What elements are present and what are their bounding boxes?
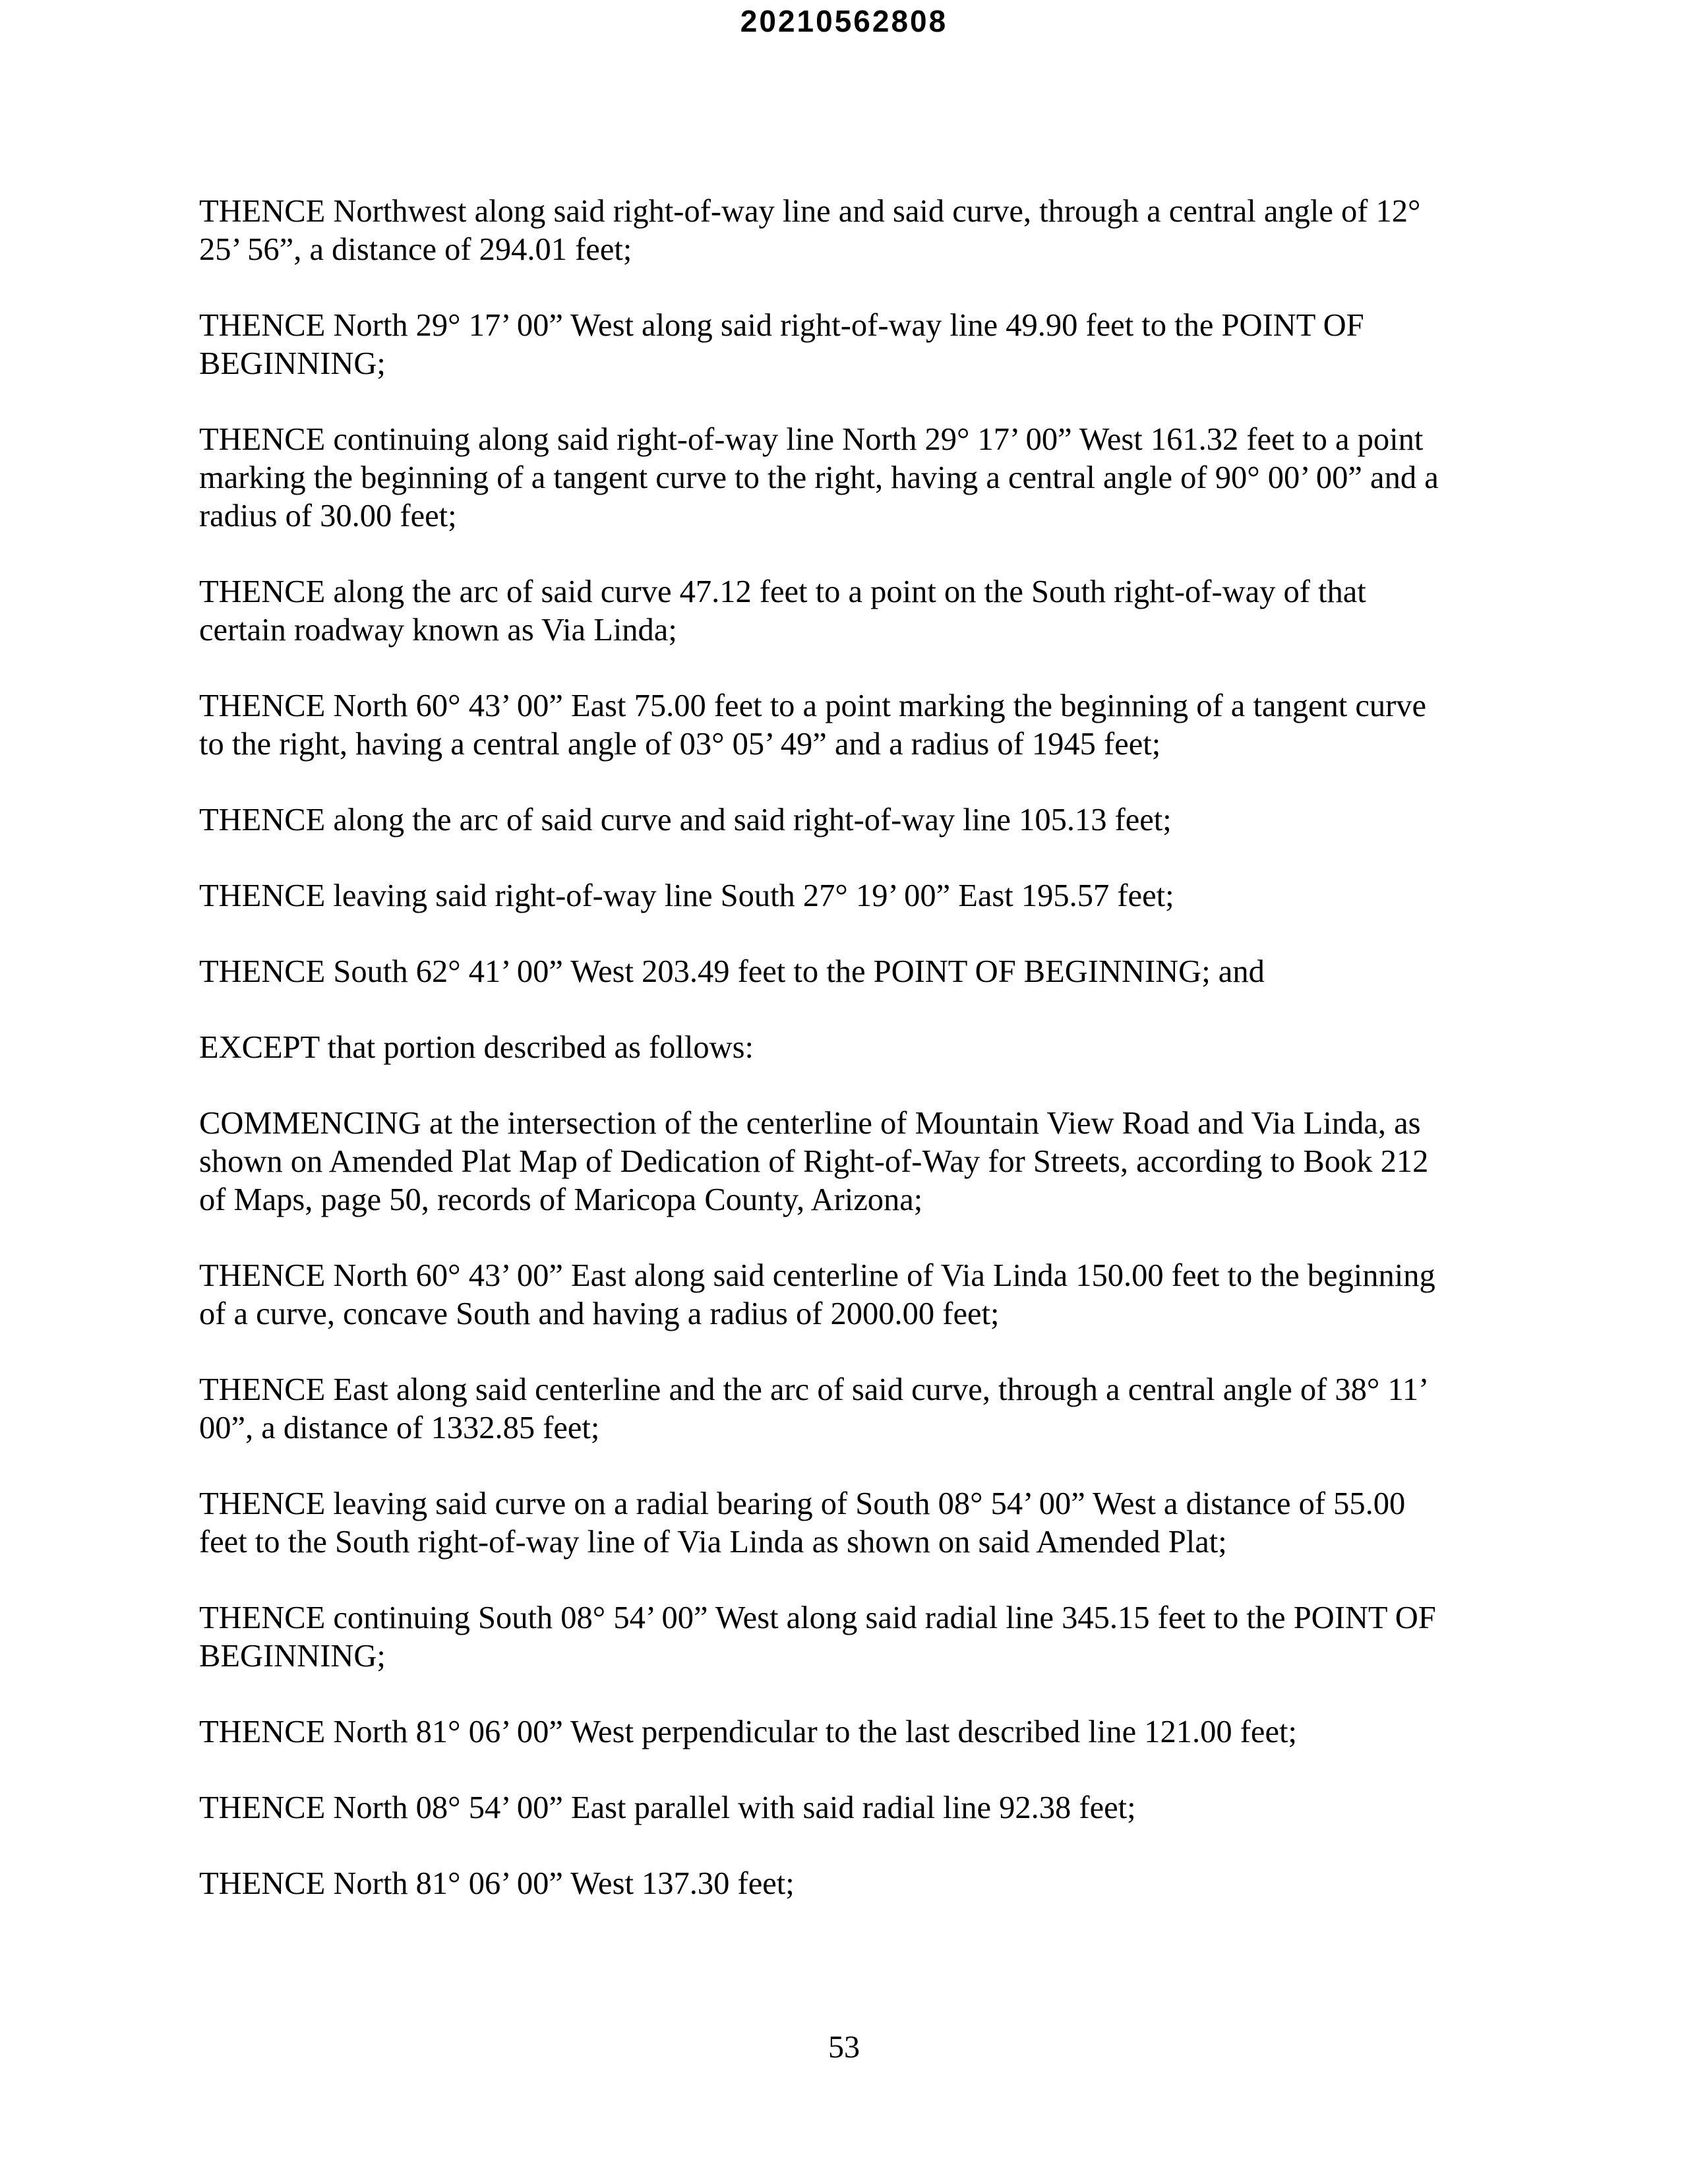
- paragraph: THENCE along the arc of said curve 47.12 feet to a point on the South right-of-way of that certain roadway known as Via Linda;: [199, 574, 1366, 648]
- paragraph: THENCE leaving said curve on a radial bearing of South 08° 54’ 00” West a distance of 55.00 feet to the South right-of-way line of Via Linda as shown on said Amended Plat;: [199, 1486, 1406, 1560]
- paragraph: THENCE South 62° 41’ 00” West 203.49 feet to the POINT OF BEGINNING; and: [199, 954, 1265, 989]
- paragraph: THENCE North 81° 06’ 00” West perpendicular to the last described line 121.00 feet;: [199, 1714, 1297, 1749]
- paragraph: THENCE East along said centerline and the arc of said curve, through a central angle of 38° 11’ 00”, a distance of 1332.85 feet;: [199, 1372, 1430, 1445]
- paragraph: THENCE Northwest along said right-of-way line and said curve, through a central angle of 12° 25’ 56”, a distance of 294.01 feet;: [199, 194, 1421, 267]
- document-number: 20210562808: [740, 4, 948, 38]
- paragraph: COMMENCING at the intersection of the centerline of Mountain View Road and Via Linda, as shown on Amended Plat Map of Dedication of Right-of-Way for Streets, according to Book 212 of Maps, page 50, records of Maricopa County, Arizona;: [199, 1106, 1429, 1217]
- paragraph: THENCE North 81° 06’ 00” West 137.30 feet;: [199, 1866, 795, 1901]
- paragraph: THENCE continuing along said right-of-way line North 29° 17’ 00” West 161.32 feet to a point marking the beginning of a tangent curve to the right, having a central angle of 90° 00’ 00” and a radius of 30.00 feet;: [199, 422, 1439, 533]
- page-number: 53: [828, 2030, 860, 2065]
- paragraph: THENCE North 60° 43’ 00” East 75.00 feet to a point marking the beginning of a tangent curve to the right, having a central angle of 03° 05’ 49” and a radius of 1945 feet;: [199, 688, 1427, 762]
- paragraph: THENCE along the arc of said curve and said right-of-way line 105.13 feet;: [199, 803, 1172, 837]
- legal-description-body: [199, 193, 1492, 1941]
- paragraph: THENCE continuing South 08° 54’ 00” West along said radial line 345.15 feet to the POINT OF BEGINNING;: [199, 1600, 1436, 1674]
- paragraph: THENCE leaving said right-of-way line South 27° 19’ 00” East 195.57 feet;: [199, 878, 1174, 913]
- paragraph: THENCE North 08° 54’ 00” East parallel with said radial line 92.38 feet;: [199, 1790, 1136, 1825]
- paragraph: THENCE North 60° 43’ 00” East along said centerline of Via Linda 150.00 feet to the beginning of a curve, concave South and having a radius of 2000.00 feet;: [199, 1258, 1435, 1331]
- paragraph: EXCEPT that portion described as follows:: [199, 1030, 754, 1065]
- paragraph: THENCE North 29° 17’ 00” West along said right-of-way line 49.90 feet to the POINT OF BEGINNING;: [199, 308, 1364, 381]
